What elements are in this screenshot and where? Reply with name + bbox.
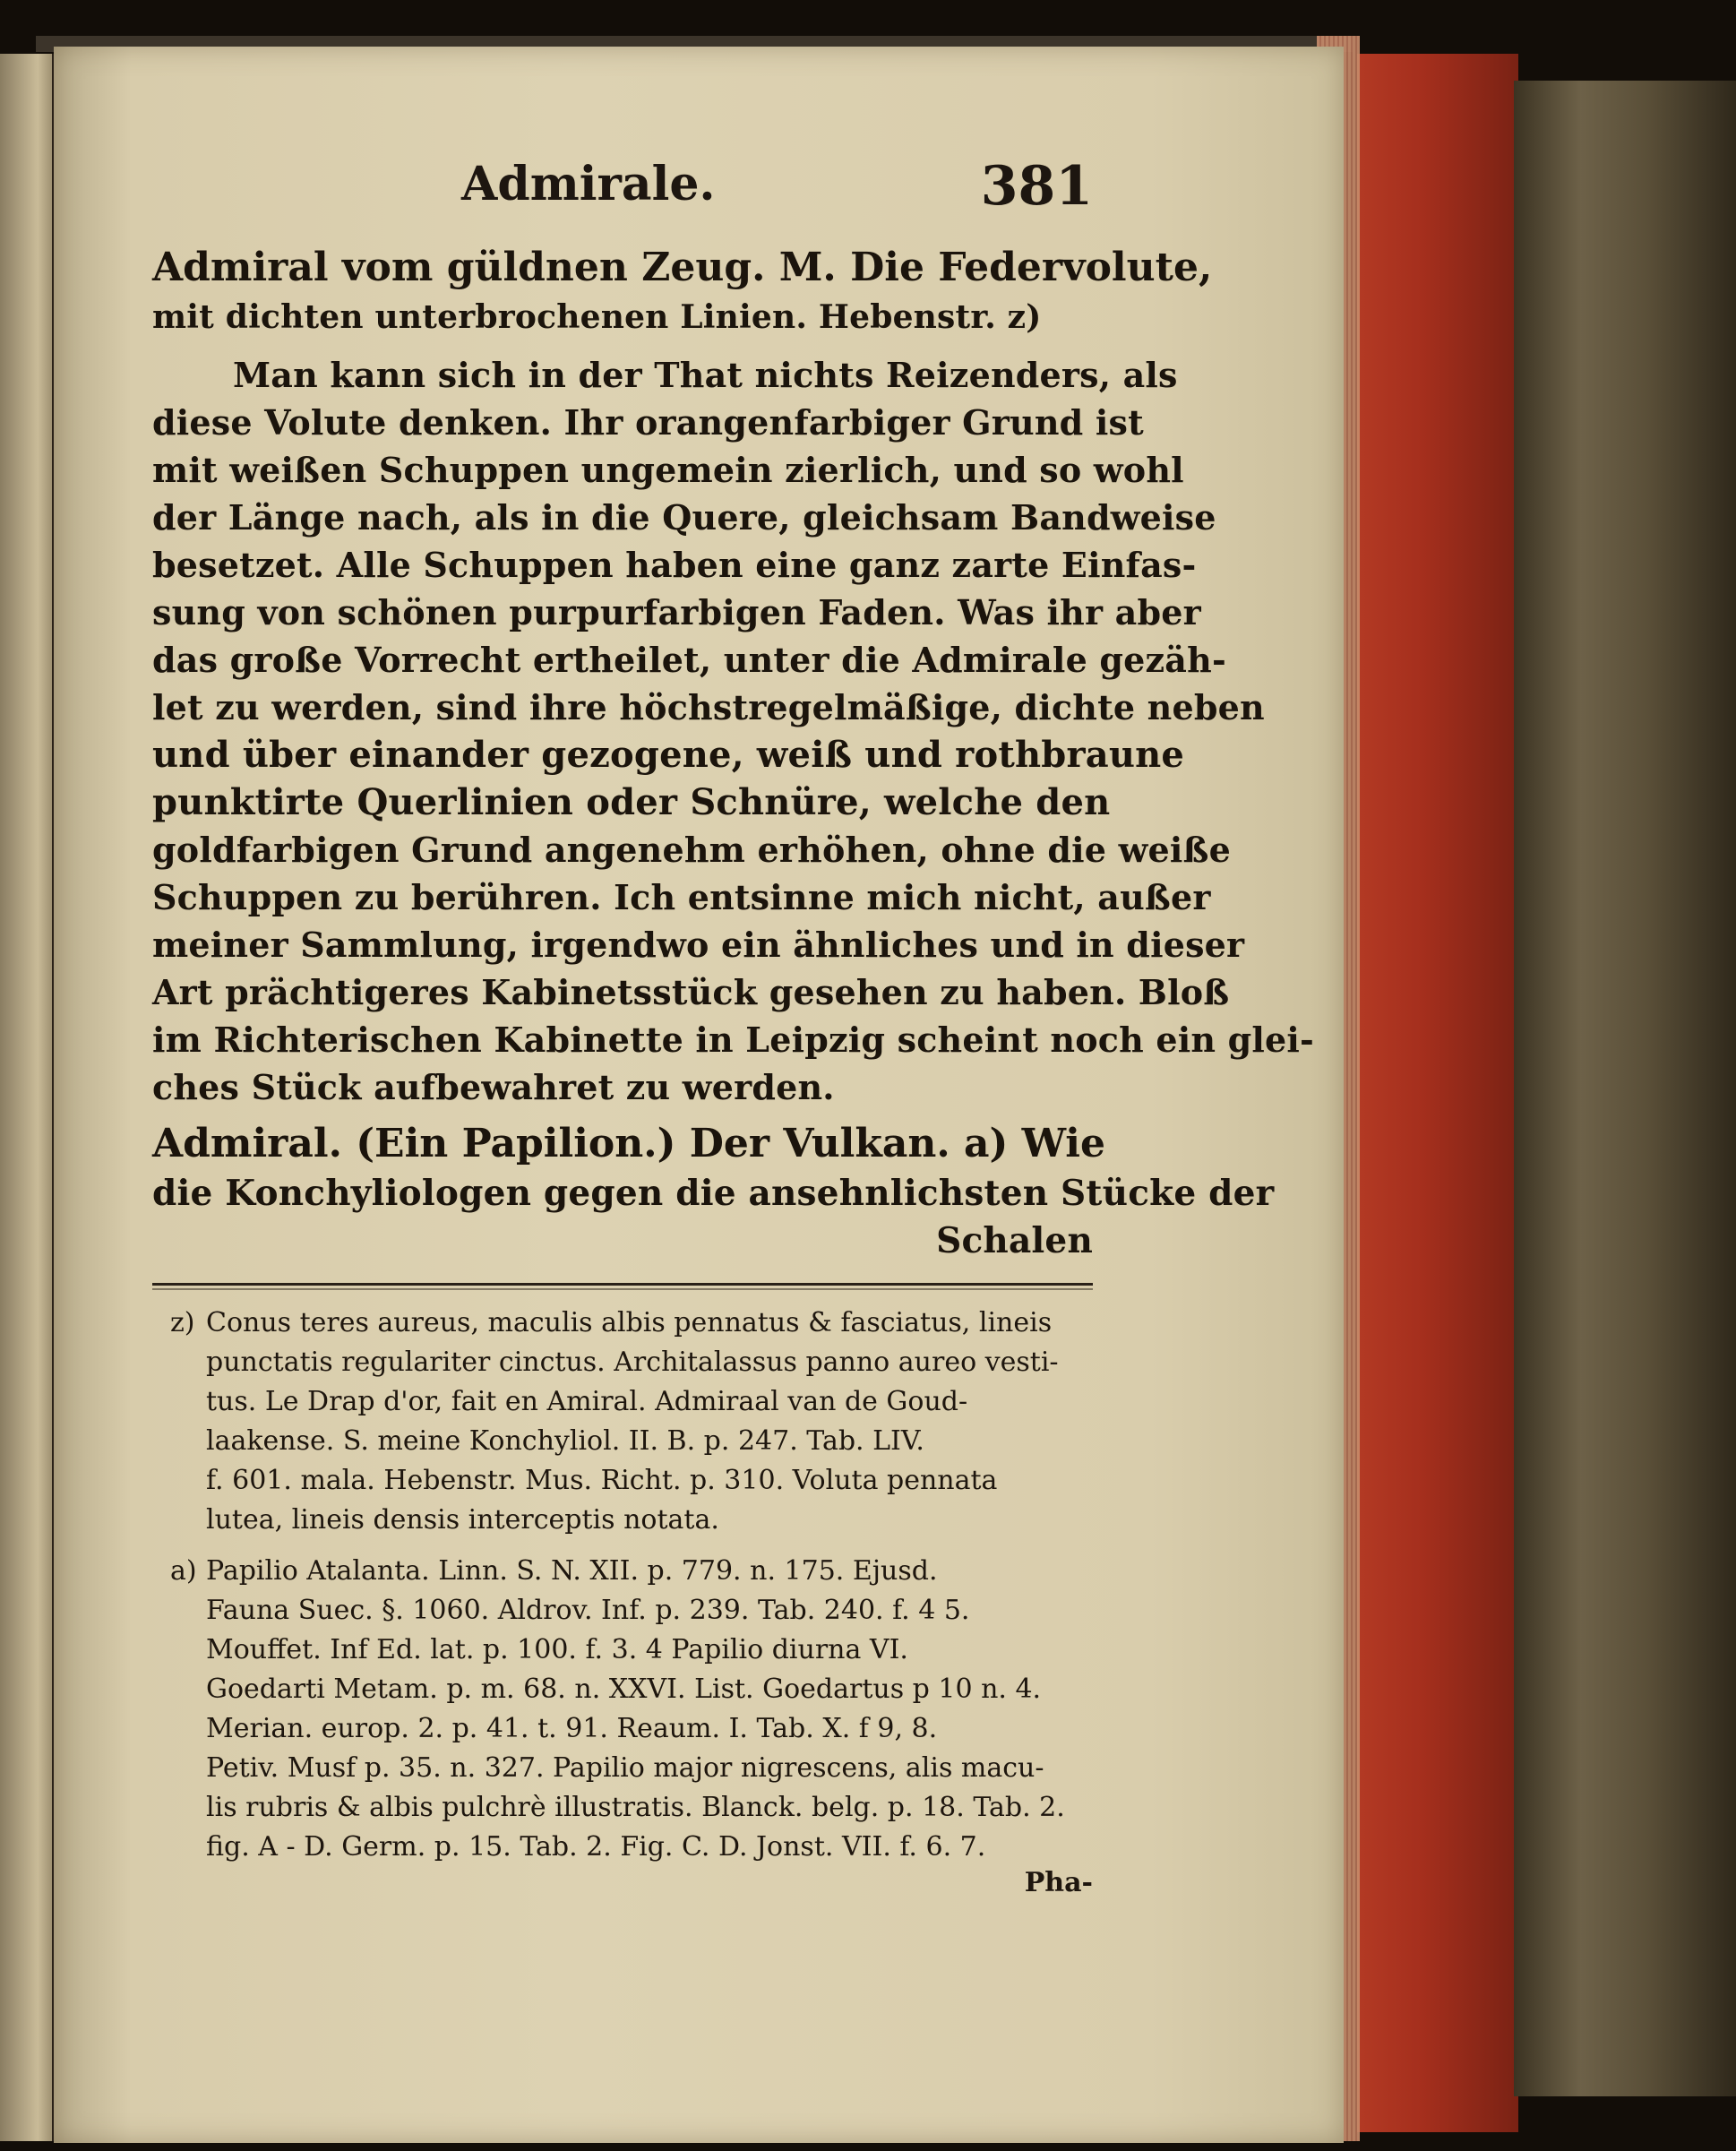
footnote-line: Conus teres aureus, maculis albis pennatus & fasciatus, lineis (206, 1307, 1053, 1338)
paragraph-line: und über einander gezogene, weiß und rothbraune (152, 734, 1185, 776)
paragraph-line: der Länge nach, als in die Quere, gleichsam Bandweise (152, 497, 1216, 538)
footnote-line: laakense. S. meine Konchyliol. II. B. p. 247. Tab. LIV. (206, 1425, 924, 1457)
section1-heading (152, 242, 1213, 341)
paragraph-line: let zu werden, sind ihre höchstregelmäßige, dichte neben (152, 687, 1265, 727)
footnote-line: f. 601. mala. Hebenstr. Mus. Richt. p. 310. Voluta pennata (206, 1465, 998, 1496)
footnote-label: a) (170, 1555, 197, 1587)
footnote-z (170, 1304, 1093, 1540)
footnote-line: punctatis regulariter cinctus. Architalassus panno aureo vesti- (206, 1347, 1059, 1378)
heading-line: die Konchyliologen gegen die ansehnlichsten Stücke der (152, 1173, 1275, 1214)
paragraph-line: im Richterischen Kabinette in Leipzig scheint noch ein glei- (152, 1020, 1315, 1060)
heading-line: Admiral vom güldnen Zeug. M. Die Federvolute, (152, 245, 1213, 290)
footnote-line: Goedarti Metam. p. m. 68. n. XXVI. List. Goedartus p 10 n. 4. (206, 1673, 1042, 1705)
paragraph-line: Art prächtigeres Kabinetsstück gesehen zu haben. Bloß (152, 972, 1230, 1012)
footnote-line: Papilio Atalanta. Linn. S. N. XII. p. 779. n. 175. Ejusd. (206, 1555, 938, 1587)
footnote-line: Mouffet. Inf Ed. lat. p. 100. f. 3. 4 Papilio diurna VI. (206, 1634, 908, 1665)
paragraph-line: sung von schönen purpurfarbigen Faden. Was ihr aber (152, 592, 1201, 632)
left-page-edge (0, 54, 54, 2141)
book-spine (1514, 81, 1736, 2096)
heading-line: Admiral. (Ein Papilion.) Der Vulkan. a) Wie (152, 1121, 1106, 1166)
paragraph-line: diese Volute denken. Ihr orangenfarbiger Grund ist (152, 402, 1144, 443)
paragraph-line: Schuppen zu berühren. Ich entsinne mich nicht, außer (152, 877, 1211, 917)
footnote-label: z) (170, 1307, 195, 1338)
paragraph-line: meiner Sammlung, irgendwo ein ähnliches und in dieser (152, 925, 1245, 965)
paragraph-line: punktirte Querlinien oder Schnüre, welche den (152, 781, 1111, 823)
footnote-line: Fauna Suec. §. 1060. Aldrov. Inf. p. 239. Tab. 240. f. 4 5. (206, 1595, 970, 1626)
catchword: Schalen (936, 1220, 1093, 1261)
footnote-a (170, 1552, 1093, 1898)
heading-line: mit dichten unterbrochenen Linien. Hebenstr. z) (152, 298, 1042, 336)
page-number: 381 (980, 155, 1093, 218)
section1-paragraph (152, 351, 1315, 1111)
paragraph-line: Man kann sich in der That nichts Reizenders, als (233, 355, 1178, 395)
section2-heading (152, 1118, 1275, 1265)
book-cover-edge (1357, 54, 1518, 2132)
paragraph-line: besetzet. Alle Schuppen haben eine ganz zarte Einfas- (152, 545, 1197, 585)
footnote-line: tus. Le Drap d'or, fait en Amiral. Admiraal van de Goud- (206, 1386, 968, 1417)
footnote-rule (152, 1283, 1093, 1286)
footnote-catchword: Pha- (1024, 1867, 1093, 1898)
footnote-line: Petiv. Musf p. 35. n. 327. Papilio major nigrescens, alis macu- (206, 1752, 1044, 1784)
paragraph-line: das große Vorrecht ertheilet, unter die Admirale gezäh- (152, 640, 1226, 680)
footnote-line: fig. A - D. Germ. p. 15. Tab. 2. Fig. C. D. Jonst. VII. f. 6. 7. (206, 1831, 986, 1863)
paragraph-line: goldfarbigen Grund angenehm erhöhen, ohne die weiße (152, 830, 1231, 870)
paragraph-line: mit weißen Schuppen ungemein zierlich, und so wohl (152, 450, 1184, 490)
paragraph-line: ches Stück aufbewahret zu werden. (152, 1067, 835, 1107)
footnote-line: lutea, lineis densis interceptis notata. (206, 1504, 719, 1536)
running-head-title: Admirale. (461, 157, 716, 211)
footnote-line: lis rubris & albis pulchrè illustratis. Blanck. belg. p. 18. Tab. 2. (206, 1792, 1065, 1823)
running-header (152, 157, 1093, 228)
footnote-line: Merian. europ. 2. p. 41. t. 91. Reaum. I. Tab. X. f 9, 8. (206, 1713, 938, 1744)
